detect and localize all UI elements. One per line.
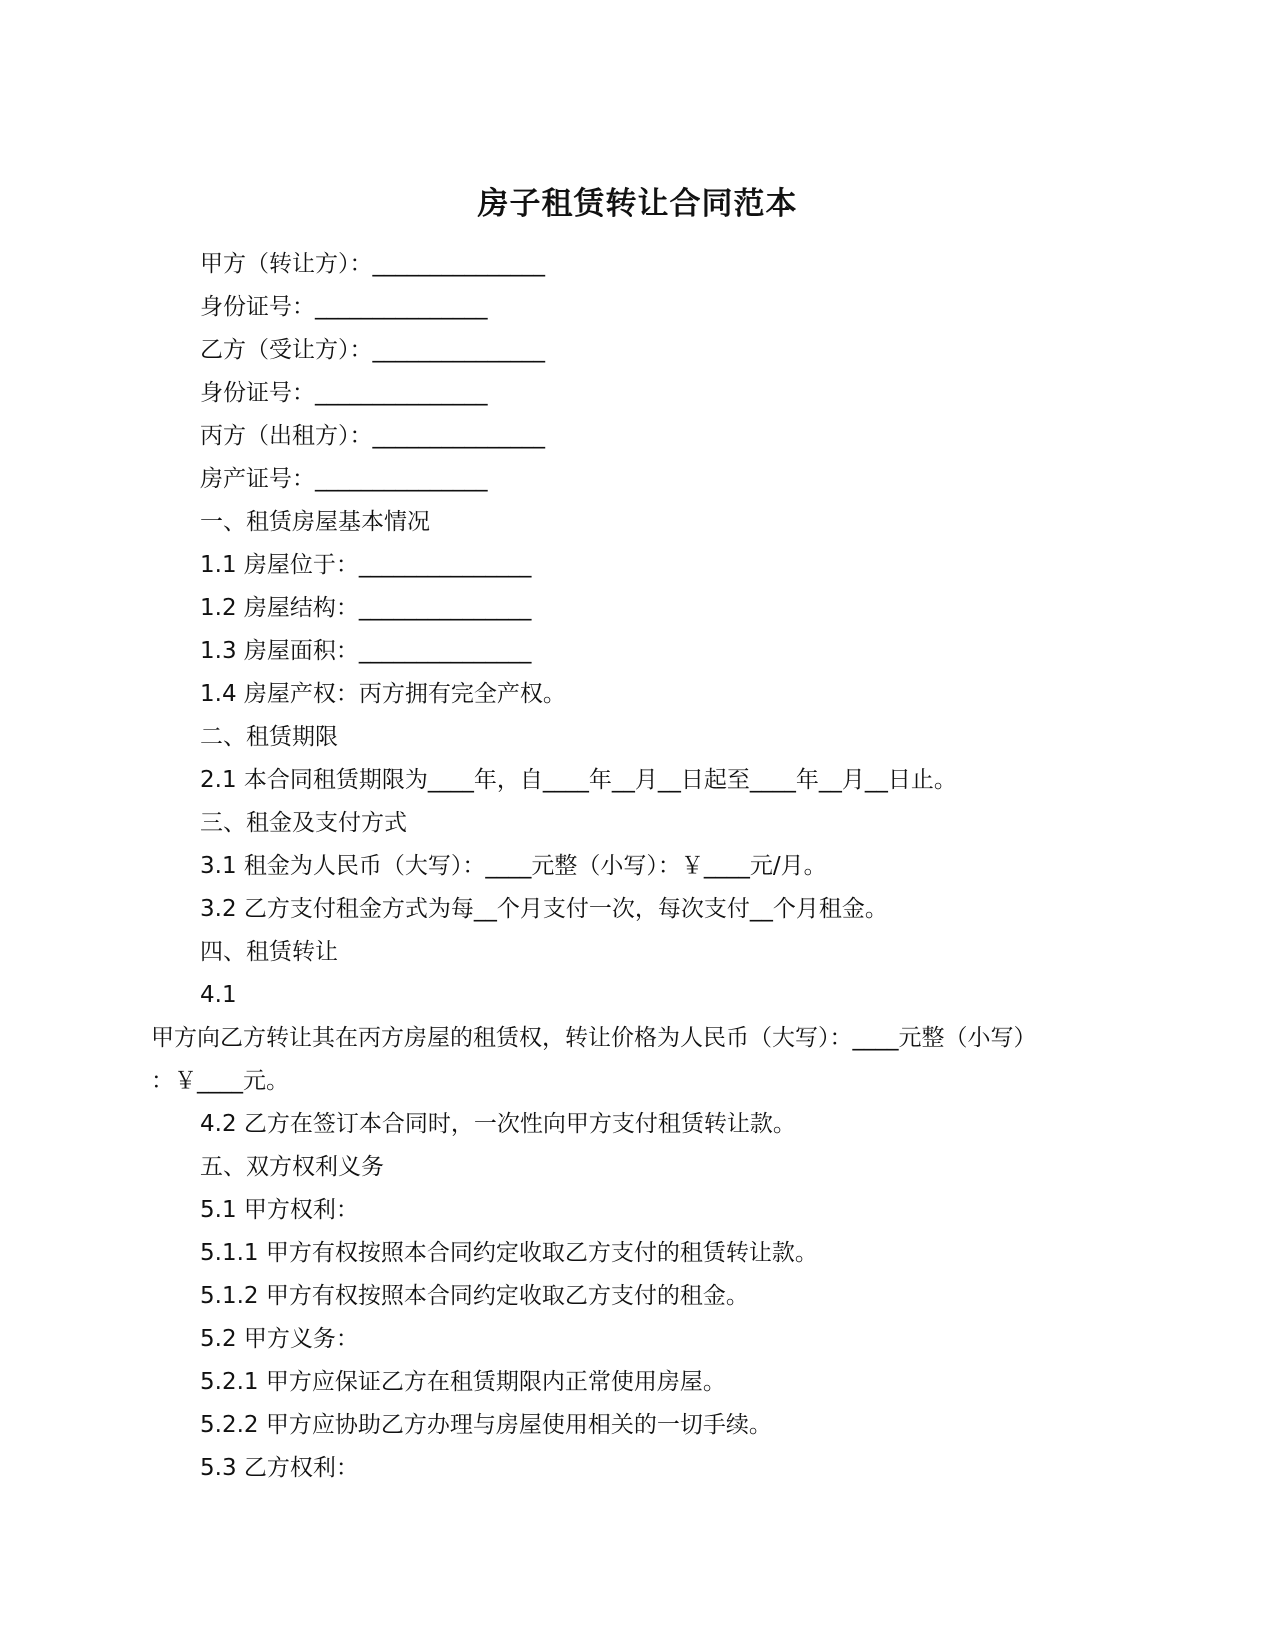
clause-1-3: 1.3 房屋面积：_______________	[200, 638, 532, 664]
party-a-line: 甲方（转让方）：_______________	[200, 251, 545, 277]
clause-4-1-text: 甲方向乙方转让其在丙方房屋的租赁权，转让价格为人民币（大写）：____元整（小写）	[151, 1025, 1037, 1051]
clause-5-1-2: 5.1.2 甲方有权按照本合同约定收取乙方支付的租金。	[200, 1283, 749, 1309]
clause-2-1: 2.1 本合同租赁期限为____年，自____年__月__日起至____年__月__日止。	[200, 767, 957, 793]
party-c-line: 丙方（出租方）：_______________	[200, 423, 545, 449]
section-2-heading: 二、租赁期限	[200, 724, 338, 750]
document-title: 房子租赁转让合同范本	[477, 186, 798, 222]
clause-5-2-2: 5.2.2 甲方应协助乙方办理与房屋使用相关的一切手续。	[200, 1412, 772, 1438]
section-4-heading: 四、租赁转让	[200, 939, 338, 965]
clause-4-1-number: 4.1	[200, 982, 237, 1008]
document-body	[151, 243, 1131, 1490]
clause-4-1-text-cont: ：￥____元。	[151, 1068, 289, 1094]
party-a-id-line: 身份证号：_______________	[200, 294, 488, 320]
section-5-heading: 五、双方权利义务	[200, 1154, 384, 1180]
section-3-heading: 三、租金及支付方式	[200, 810, 407, 836]
clause-1-4: 1.4 房屋产权：丙方拥有完全产权。	[200, 681, 566, 707]
clause-5-1: 5.1 甲方权利：	[200, 1197, 359, 1223]
property-cert-line: 房产证号：_______________	[200, 466, 488, 492]
clause-3-1: 3.1 租金为人民币（大写）：____元整（小写）：￥____元/月。	[200, 853, 827, 879]
clause-3-2: 3.2 乙方支付租金方式为每__个月支付一次，每次支付__个月租金。	[200, 896, 888, 922]
clause-5-1-1: 5.1.1 甲方有权按照本合同约定收取乙方支付的租赁转让款。	[200, 1240, 818, 1266]
clause-5-2-1: 5.2.1 甲方应保证乙方在租赁期限内正常使用房屋。	[200, 1369, 726, 1395]
section-1-heading: 一、租赁房屋基本情况	[200, 509, 430, 535]
party-b-line: 乙方（受让方）：_______________	[200, 337, 545, 363]
clause-1-1: 1.1 房屋位于：_______________	[200, 552, 532, 578]
party-b-id-line: 身份证号：_______________	[200, 380, 488, 406]
clause-5-3: 5.3 乙方权利：	[200, 1455, 359, 1481]
clause-4-2: 4.2 乙方在签订本合同时，一次性向甲方支付租赁转让款。	[200, 1111, 796, 1137]
clause-5-2: 5.2 甲方义务：	[200, 1326, 359, 1352]
clause-1-2: 1.2 房屋结构：_______________	[200, 595, 532, 621]
